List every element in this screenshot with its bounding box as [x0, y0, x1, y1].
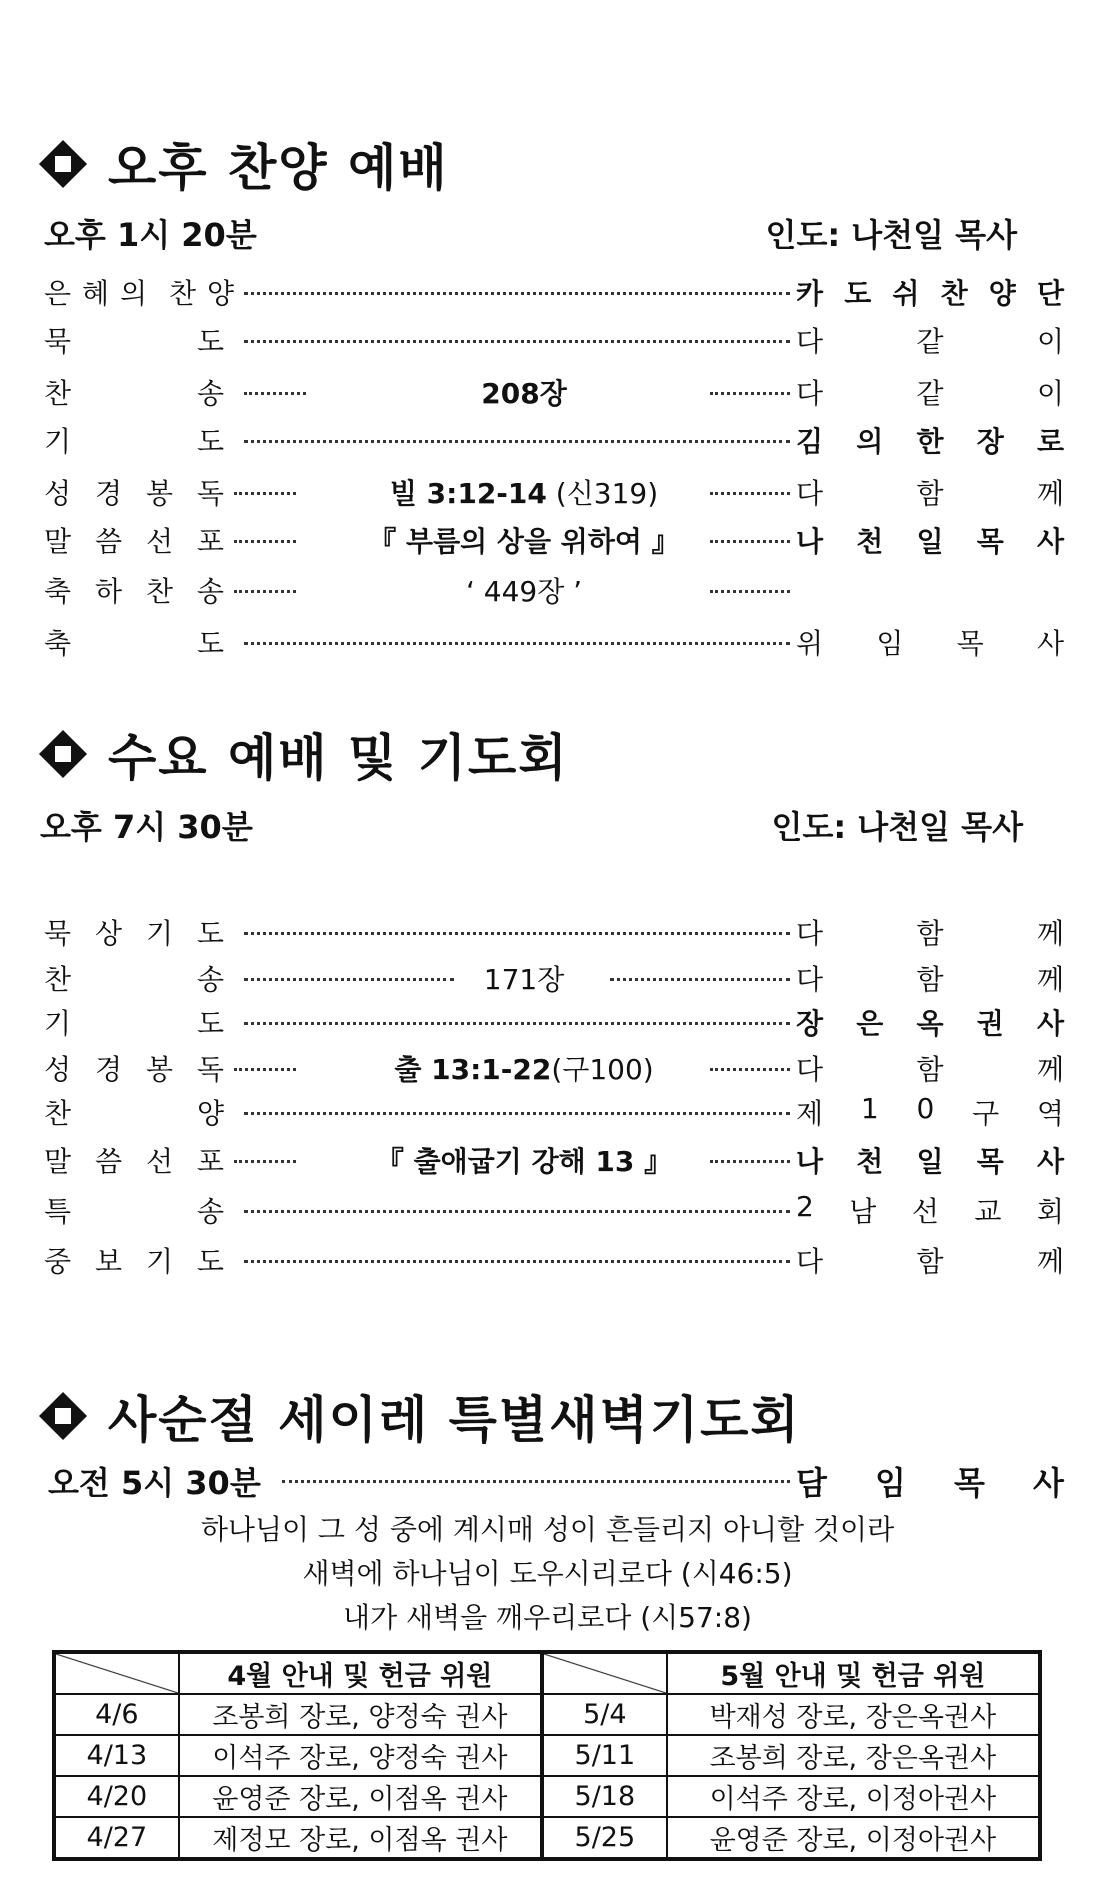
- dot-leader: [234, 492, 296, 495]
- person-char: 사: [1036, 1145, 1064, 1178]
- label-char: 찬: [44, 963, 72, 996]
- table-header-row: [54, 1652, 1040, 1694]
- order-label: [44, 472, 224, 512]
- dot-leader: [710, 492, 790, 495]
- order-label: [44, 1140, 224, 1180]
- order-content: 171장: [483, 963, 565, 996]
- duty-table: [52, 1650, 1042, 1861]
- label-char: 송: [196, 575, 224, 608]
- person-char: 다: [796, 477, 824, 510]
- label-char: 포: [196, 1145, 224, 1178]
- person-char: 장: [796, 1007, 824, 1040]
- order-person: [796, 320, 1064, 360]
- order-row: [44, 1092, 1064, 1132]
- person-char: 임: [876, 627, 904, 660]
- afternoon-leader: 인도: 나천일 목사: [765, 216, 1017, 254]
- order-label: [44, 1190, 224, 1230]
- dot-leader: [244, 642, 790, 645]
- label-char: 성: [44, 477, 72, 510]
- person-char: 다: [796, 917, 824, 950]
- person-char: 도: [844, 277, 872, 310]
- diagonal-header-cell: [542, 1652, 667, 1694]
- person-char: 로: [1036, 425, 1064, 458]
- dot-leader: [244, 340, 790, 343]
- person-char: 같: [916, 325, 944, 358]
- label-char: 선: [145, 1145, 173, 1178]
- order-row: [44, 958, 1064, 998]
- order-row: [44, 520, 1064, 560]
- order-label: [44, 520, 224, 560]
- label-char: 은: [44, 277, 72, 310]
- leader-char: 임: [875, 1464, 906, 1502]
- order-person: [796, 1092, 1064, 1132]
- person-char: 함: [916, 477, 944, 510]
- person-char: 카: [796, 277, 824, 310]
- person-char: 다: [796, 1053, 824, 1086]
- label-char: 찬: [168, 277, 196, 310]
- order-row: [44, 1240, 1064, 1280]
- person-char: 위: [796, 627, 824, 660]
- may-names-cell: 박재성 장로, 장은옥권사: [667, 1694, 1040, 1735]
- may-date-cell: 5/4: [542, 1694, 667, 1735]
- person-char: 쉬: [892, 277, 920, 310]
- label-char: 씀: [94, 1145, 123, 1178]
- person-char: 1: [860, 1092, 879, 1125]
- order-person: [796, 1190, 1064, 1230]
- order-row: [44, 272, 1064, 312]
- order-person: [796, 622, 1064, 662]
- label-char: 찬: [145, 575, 173, 608]
- order-row: [44, 372, 1064, 412]
- person-char: 함: [916, 963, 944, 996]
- hymnal-page: (구100): [551, 1053, 654, 1086]
- label-char: 찬: [44, 377, 72, 410]
- order-content: [314, 472, 734, 512]
- order-person: [796, 420, 1064, 460]
- dot-leader: [234, 590, 296, 593]
- order-row: [44, 1190, 1064, 1230]
- person-char: 께: [1036, 1053, 1064, 1086]
- person-char: 0: [916, 1092, 935, 1125]
- person-char: 역: [1036, 1097, 1064, 1130]
- leader-char: 담: [796, 1464, 827, 1502]
- scripture-reference: 출 13:1-22: [394, 1053, 552, 1086]
- may-date-cell: 5/25: [542, 1817, 667, 1859]
- person-char: 2: [796, 1190, 814, 1223]
- label-char: 양: [206, 277, 234, 310]
- label-char: 씀: [94, 525, 123, 558]
- label-char: 말: [44, 1145, 72, 1178]
- person-char: 사: [1036, 525, 1064, 558]
- person-char: 이: [1036, 325, 1064, 358]
- label-char: 묵: [44, 917, 72, 950]
- person-char: 선: [911, 1195, 939, 1228]
- label-char: 상: [94, 917, 123, 950]
- label-char: 도: [196, 325, 224, 358]
- label-char: 도: [196, 1007, 224, 1040]
- label-char: 혜: [82, 277, 110, 310]
- label-char: 기: [145, 917, 173, 950]
- april-names-cell: 제정모 장로, 이점옥 권사: [179, 1817, 542, 1859]
- dawn-time: 오전 5시 30분: [48, 1464, 261, 1502]
- order-person: [796, 912, 1064, 952]
- person-char: 께: [1036, 917, 1064, 950]
- verse-line-2: 새벽에 하나님이 도우시리로다 (시46:5): [302, 1557, 793, 1590]
- person-char: 나: [796, 525, 824, 558]
- label-char: 의: [120, 277, 148, 310]
- person-char: 목: [976, 525, 1004, 558]
- person-char: 일: [916, 525, 944, 558]
- afternoon-title: 오후 찬양 예배: [108, 139, 449, 197]
- label-char: 도: [196, 917, 224, 950]
- label-char: 양: [196, 1097, 224, 1130]
- dot-leader: [282, 1480, 790, 1483]
- order-row: [44, 420, 1064, 460]
- label-char: 경: [94, 1053, 123, 1086]
- table-row: [54, 1817, 1040, 1859]
- label-char: 도: [196, 425, 224, 458]
- wednesday-time: 오후 7시 30분: [40, 808, 253, 846]
- person-char: 한: [916, 425, 944, 458]
- dot-leader: [244, 392, 306, 395]
- dot-leader: [234, 1068, 296, 1071]
- order-content: 『 부름의 상을 위하여 』: [368, 525, 680, 558]
- person-char: 천: [856, 1145, 884, 1178]
- order-label: [44, 570, 224, 610]
- person-char: 께: [1036, 477, 1064, 510]
- label-char: 중: [44, 1245, 72, 1278]
- label-char: 축: [44, 627, 72, 660]
- order-label: [44, 1002, 224, 1042]
- may-names-cell: 이석주 장로, 이정아권사: [667, 1776, 1040, 1817]
- order-person: [796, 1140, 1064, 1180]
- dot-leader: [244, 1210, 790, 1213]
- order-person: [796, 1240, 1064, 1280]
- order-person: [796, 520, 1064, 560]
- dot-leader: [244, 932, 790, 935]
- dawn-title: 사순절 세이레 특별새벽기도회: [108, 1391, 801, 1449]
- person-char: 다: [796, 963, 824, 996]
- person-char: 김: [796, 425, 824, 458]
- label-char: 봉: [145, 1053, 173, 1086]
- order-row: [44, 1140, 1064, 1180]
- label-char: 송: [196, 963, 224, 996]
- section-title-dawn: [40, 1380, 801, 1452]
- label-char: 축: [44, 575, 72, 608]
- person-char: 같: [916, 377, 944, 410]
- person-char: 의: [856, 425, 884, 458]
- label-char: 독: [196, 477, 224, 510]
- may-date-cell: 5/18: [542, 1776, 667, 1817]
- person-char: 장: [976, 425, 1004, 458]
- label-char: 독: [196, 1053, 224, 1086]
- order-label: [44, 1240, 224, 1280]
- order-label: [44, 1048, 224, 1088]
- order-label: [44, 958, 224, 998]
- person-char: 단: [1036, 277, 1064, 310]
- person-char: 나: [796, 1145, 824, 1178]
- april-names-cell: 윤영준 장로, 이점옥 권사: [179, 1776, 542, 1817]
- scripture-reference: 빌 3:12-14: [389, 477, 547, 510]
- afternoon-time: 오후 1시 20분: [44, 216, 257, 254]
- label-char: 포: [196, 525, 224, 558]
- order-person: [796, 958, 1064, 998]
- dot-leader: [244, 440, 790, 443]
- person-char: 은: [856, 1007, 884, 1040]
- order-person: [796, 1002, 1064, 1042]
- order-label: [44, 420, 224, 460]
- dawn-leader: [796, 1458, 1064, 1504]
- label-char: 기: [44, 425, 72, 458]
- order-person: [796, 1048, 1064, 1088]
- label-char: 하: [94, 575, 123, 608]
- order-content: 208장: [481, 377, 567, 410]
- table-row: [54, 1694, 1040, 1735]
- label-char: 묵: [44, 325, 72, 358]
- label-char: 보: [94, 1245, 123, 1278]
- person-char: 제: [796, 1097, 824, 1130]
- order-person: [796, 272, 1064, 312]
- april-date-cell: 4/6: [54, 1694, 179, 1735]
- may-date-cell: 5/11: [542, 1735, 667, 1776]
- may-header: 5월 안내 및 헌금 위원: [667, 1652, 1040, 1694]
- person-char: 다: [796, 325, 824, 358]
- diamond-bullet-icon: [40, 731, 86, 777]
- order-content: ‘ 449장 ’: [465, 575, 583, 608]
- person-char: 천: [856, 525, 884, 558]
- label-char: 찬: [44, 1097, 72, 1130]
- person-char: 일: [916, 1145, 944, 1178]
- order-label: [44, 1092, 224, 1132]
- person-char: 양: [988, 277, 1016, 310]
- order-content: [314, 1048, 734, 1088]
- order-row: [44, 472, 1064, 512]
- person-char: 다: [796, 1245, 824, 1278]
- person-char: 권: [976, 1007, 1004, 1040]
- april-names-cell: 조봉희 장로, 양정숙 권사: [179, 1694, 542, 1735]
- order-label: [44, 320, 224, 360]
- order-person: [796, 372, 1064, 412]
- label-char: 특: [44, 1195, 72, 1228]
- order-row: [44, 570, 1024, 610]
- verse-line-1: 하나님이 그 성 중에 계시매 성이 흔들리지 아니할 것이라: [200, 1513, 895, 1546]
- order-person: [796, 472, 1064, 512]
- label-char: 성: [44, 1053, 72, 1086]
- person-char: 옥: [916, 1007, 944, 1040]
- hymnal-page: (신319): [546, 477, 659, 510]
- person-char: 께: [1036, 1245, 1064, 1278]
- verse-line-3: 내가 새벽을 깨우리로다 (시57:8): [343, 1601, 752, 1634]
- order-label: [44, 622, 224, 662]
- label-char: 송: [196, 1195, 224, 1228]
- person-char: 함: [916, 917, 944, 950]
- table-row: [54, 1776, 1040, 1817]
- dawn-time-row: [44, 1460, 1064, 1502]
- may-names-cell: 조봉희 장로, 장은옥권사: [667, 1735, 1040, 1776]
- april-date-cell: 4/13: [54, 1735, 179, 1776]
- person-char: 이: [1036, 377, 1064, 410]
- table-row: [54, 1735, 1040, 1776]
- dot-leader: [244, 1022, 790, 1025]
- person-char: 사: [1036, 627, 1064, 660]
- dot-leader: [710, 540, 790, 543]
- section-title-afternoon: [40, 128, 449, 200]
- diagonal-header-cell: [54, 1652, 179, 1694]
- diamond-bullet-icon: [40, 1393, 86, 1439]
- order-content: 『 출애굽기 강해 13 』: [375, 1145, 673, 1178]
- april-names-cell: 이석주 장로, 양정숙 권사: [179, 1735, 542, 1776]
- label-char: 기: [145, 1245, 173, 1278]
- dot-leader: [610, 978, 790, 981]
- person-char: 함: [916, 1245, 944, 1278]
- person-char: 목: [976, 1145, 1004, 1178]
- order-label: [44, 272, 234, 312]
- label-char: 도: [196, 627, 224, 660]
- person-char: 교: [974, 1195, 1002, 1228]
- wednesday-leader: 인도: 나천일 목사: [771, 808, 1023, 846]
- order-row: [44, 912, 1064, 952]
- label-char: 기: [44, 1007, 72, 1040]
- order-row: [44, 320, 1064, 360]
- leader-char: 목: [954, 1464, 985, 1502]
- dot-leader: [244, 1260, 790, 1263]
- diamond-bullet-icon: [40, 141, 86, 187]
- person-char: 함: [916, 1053, 944, 1086]
- label-char: 선: [145, 525, 173, 558]
- label-char: 말: [44, 525, 72, 558]
- person-char: 구: [972, 1097, 1000, 1130]
- order-label: [44, 912, 224, 952]
- section-title-wednesday: [40, 718, 569, 790]
- dot-leader: [244, 1112, 790, 1115]
- person-char: 께: [1036, 963, 1064, 996]
- dot-leader: [234, 540, 296, 543]
- dot-leader: [234, 1160, 296, 1163]
- person-char: 목: [956, 627, 984, 660]
- dot-leader: [710, 1068, 790, 1071]
- label-char: 도: [196, 1245, 224, 1278]
- dot-leader: [710, 1160, 790, 1163]
- person-char: 사: [1036, 1007, 1064, 1040]
- order-row: [44, 1048, 1064, 1088]
- label-char: 송: [196, 377, 224, 410]
- label-char: 경: [94, 477, 123, 510]
- april-date-cell: 4/20: [54, 1776, 179, 1817]
- dot-leader: [710, 392, 790, 395]
- april-header: 4월 안내 및 헌금 위원: [179, 1652, 542, 1694]
- dot-leader: [244, 292, 790, 295]
- april-date-cell: 4/27: [54, 1817, 179, 1859]
- person-char: 회: [1036, 1195, 1064, 1228]
- label-char: 봉: [145, 477, 173, 510]
- order-row: [44, 1002, 1064, 1042]
- order-row: [44, 622, 1064, 662]
- wednesday-title: 수요 예배 및 기도회: [108, 729, 569, 787]
- may-names-cell: 윤영준 장로, 이정아권사: [667, 1817, 1040, 1859]
- leader-char: 사: [1033, 1464, 1064, 1502]
- person-char: 남: [849, 1195, 877, 1228]
- dot-leader: [710, 590, 790, 593]
- person-char: 다: [796, 377, 824, 410]
- order-label: [44, 372, 224, 412]
- person-char: 찬: [940, 277, 968, 310]
